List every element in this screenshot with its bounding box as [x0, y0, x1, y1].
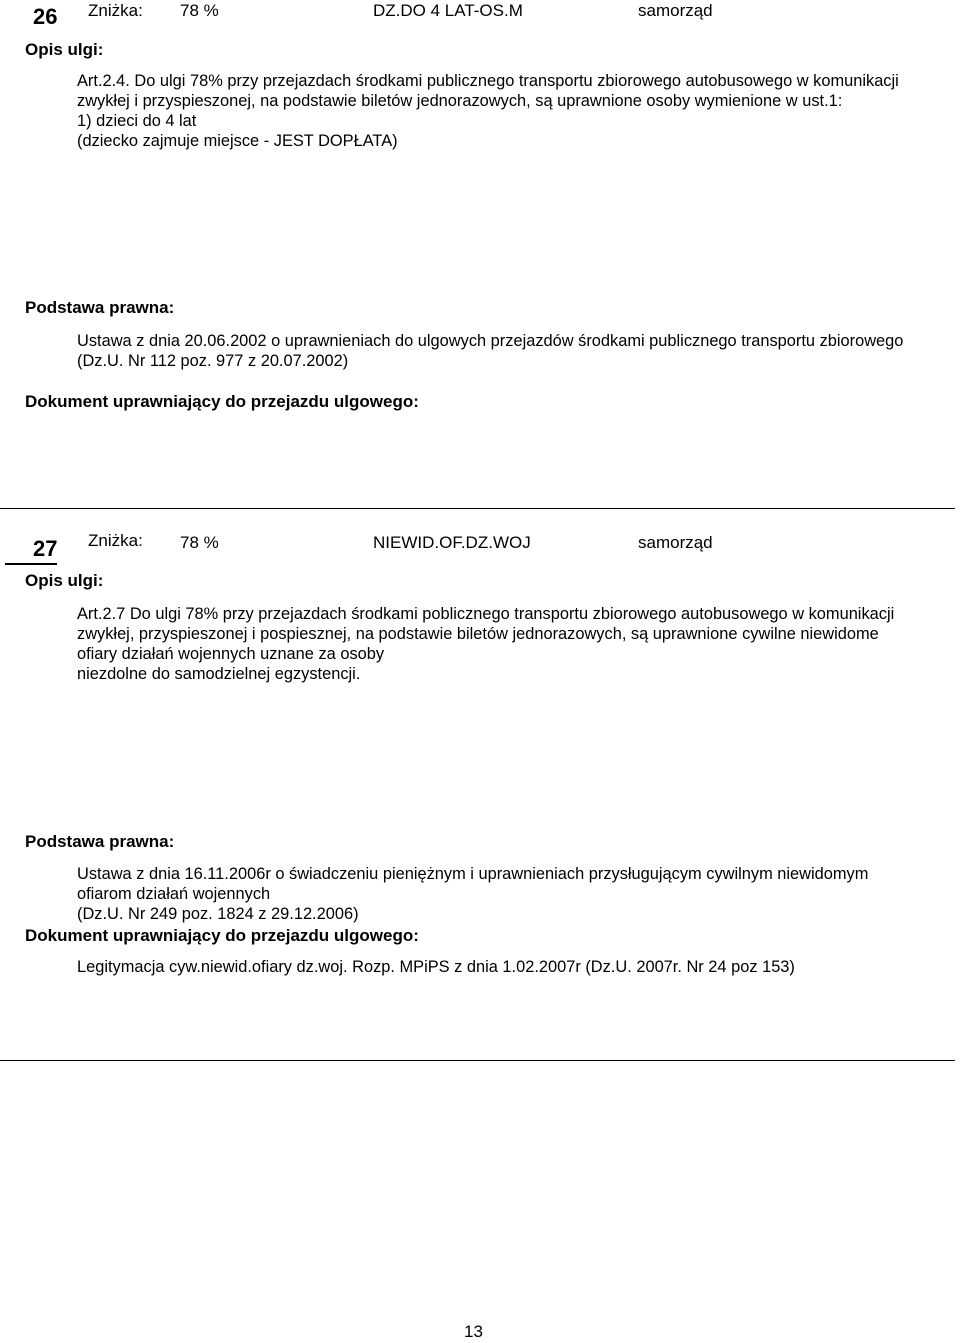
page-number: 13	[464, 1322, 483, 1341]
organ-label: samorząd	[638, 533, 713, 552]
description-label: Opis ulgi:	[25, 571, 104, 590]
separator-rule	[0, 1060, 955, 1061]
legal-basis-line: (Dz.U. Nr 112 poz. 977 z 20.07.2002)	[77, 352, 349, 370]
description-line: Art.2.7 Do ulgi 78% przy przejazdach środkami poblicznego transportu zbiorowego autobusowego w komunikacji	[77, 605, 895, 623]
legal-basis-line: Ustawa z dnia 20.06.2002 o uprawnieniach do ulgowych przejazdów środkami publicznego transportu zbiorowego	[77, 332, 904, 350]
document-label: Dokument uprawniający do przejazdu ulgowego:	[25, 926, 419, 945]
legal-basis-line: Ustawa z dnia 16.11.2006r o świadczeniu pieniężnym i uprawnieniach przysługującym cywilnym niewidomym	[77, 865, 869, 883]
description-line: ofiary działań wojennych uznane za osoby	[77, 645, 385, 663]
discount-code: DZ.DO 4 LAT-OS.M	[373, 1, 523, 20]
description-line: zwykłej i przyspieszonej, na podstawie biletów jednorazowych, są uprawnione osoby wymienione w ust.1:	[77, 92, 843, 110]
organ-label: samorząd	[638, 1, 713, 20]
legal-basis-line: (Dz.U. Nr 249 poz. 1824 z 29.12.2006)	[77, 905, 359, 923]
description-line: zwykłej, przyspieszonej i pospiesznej, na podstawie biletów jednorazowych, są uprawnione cywilne niewidome	[77, 625, 879, 643]
description-line: niezdolne do samodzielnej egzystencji.	[77, 665, 361, 683]
description-line: (dziecko zajmuje miejsce - JEST DOPŁATA)	[77, 132, 398, 150]
discount-value: 78 %	[180, 533, 219, 552]
entry-number: 27	[33, 536, 58, 561]
legal-basis-line: ofiarom działań wojennych	[77, 885, 271, 903]
description-line: Art.2.4. Do ulgi 78% przy przejazdach środkami publicznego transportu zbiorowego autobusowego w komunikacji	[77, 72, 899, 90]
document-label: Dokument uprawniający do przejazdu ulgowego:	[25, 392, 419, 411]
separator-rule	[0, 508, 955, 509]
description-line: 1) dzieci do 4 lat	[77, 112, 197, 130]
document-line: Legitymacja cyw.niewid.ofiary dz.woj. Rozp. MPiPS z dnia 1.02.2007r (Dz.U. 2007r. Nr 24 poz 153)	[77, 958, 795, 976]
description-label: Opis ulgi:	[25, 40, 104, 59]
entry-number: 26	[33, 4, 58, 29]
discount-label: Zniżka:	[88, 531, 143, 550]
discount-label: Zniżka:	[88, 1, 143, 20]
discount-value: 78 %	[180, 1, 219, 20]
entry-number-underline	[5, 563, 57, 565]
discount-code: NIEWID.OF.DZ.WOJ	[373, 533, 531, 552]
legal-basis-label: Podstawa prawna:	[25, 832, 175, 851]
legal-basis-label: Podstawa prawna:	[25, 298, 175, 317]
